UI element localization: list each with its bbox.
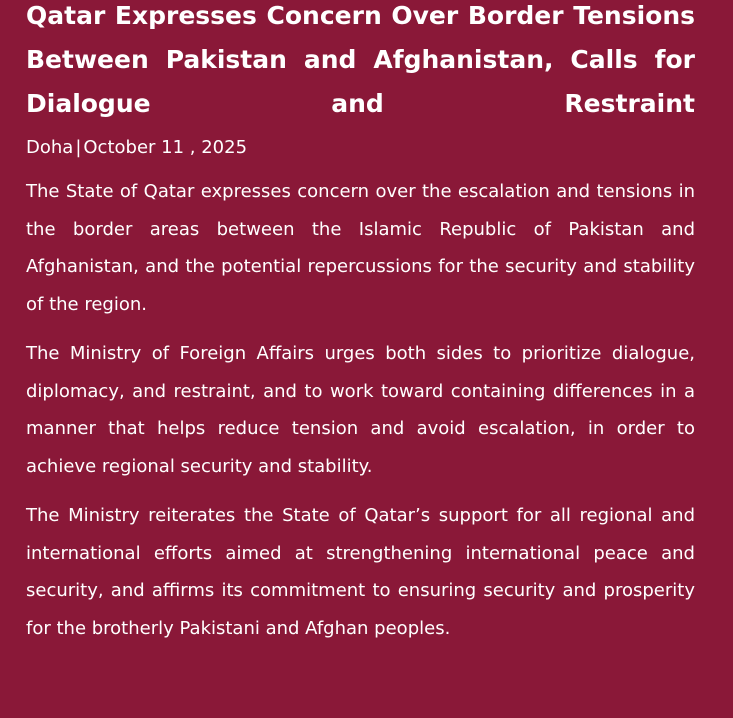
paragraph-3: The Ministry reiterates the State of Qatar’s support for all regional and international efforts aimed at strengthening international peace and security, and affirms its commitment to ensuring security and prosperity for the brotherly Pakistani and Afghan peoples. xyxy=(26,505,695,639)
dateline-location: Doha xyxy=(26,137,74,158)
article-body xyxy=(26,173,695,647)
dateline-separator: | xyxy=(75,137,82,158)
paragraph-2: The Ministry of Foreign Affairs urges both sides to prioritize dialogue, diplomacy, and restraint, and to work toward containing differences in a manner that helps reduce tension and avoid escalation, in order to achieve regional security and stability. xyxy=(26,343,695,477)
paragraph-1: The State of Qatar expresses concern over the escalation and tensions in the border areas between the Islamic Republic of Pakistan and Afghanistan, and the potential repercussions for the security and stability of the region. xyxy=(26,181,695,315)
dateline xyxy=(26,136,695,160)
article-title: Qatar Expresses Concern Over Border Tensions Between Pakistan and Afghanistan, Calls for Dialogue and Restraint xyxy=(26,1,695,118)
dateline-date: October 11 , 2025 xyxy=(83,137,248,158)
